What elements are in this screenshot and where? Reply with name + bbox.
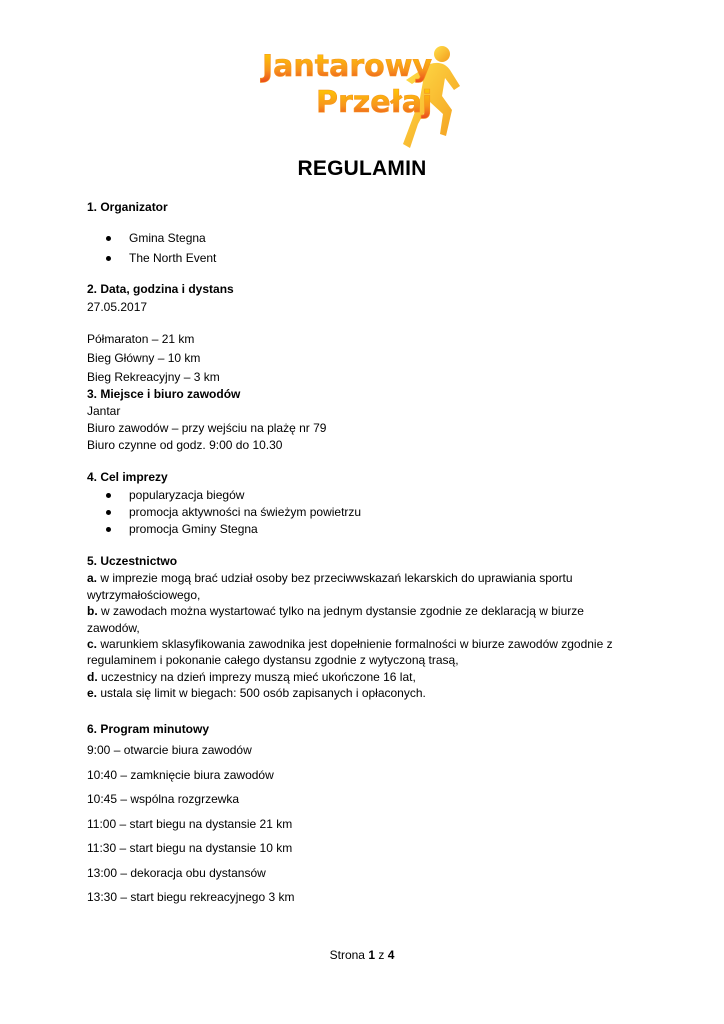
- section-heading-participation: 5. Uczestnictwo: [87, 554, 178, 568]
- schedule-item: 13:30 – start biegu rekreacyjnego 3 km: [87, 890, 295, 904]
- bullet-icon: [106, 527, 111, 532]
- page-number: 1: [368, 948, 376, 962]
- schedule-item: 10:40 – zamknięcie biura zawodów: [87, 768, 274, 782]
- rule-line: d. uczestnicy na dzień imprezy muszą mieć ukończone 16 lat,: [87, 670, 416, 684]
- distance-line: Półmaraton – 21 km: [87, 332, 195, 346]
- rule-line: zawodów,: [87, 621, 140, 635]
- location-line: Jantar: [87, 404, 121, 418]
- section-heading-location: 3. Miejsce i biuro zawodów: [87, 387, 241, 401]
- rule-line: a. w imprezie mogą brać udział osoby bez przeciwwskazań lekarskich do uprawiania sportu: [87, 571, 573, 585]
- schedule-item: 13:00 – dekoracja obu dystansów: [87, 866, 266, 880]
- section-heading-date: 2. Data, godzina i dystans: [87, 282, 234, 296]
- schedule-item: 9:00 – otwarcie biura zawodów: [87, 743, 252, 757]
- event-logo: [260, 40, 470, 152]
- document-title: REGULAMIN: [297, 157, 427, 180]
- distance-line: Bieg Główny – 10 km: [87, 351, 201, 365]
- schedule-item: 11:30 – start biegu na dystansie 10 km: [87, 841, 293, 855]
- location-line: Biuro zawodów – przy wejściu na plażę nr 79: [87, 421, 327, 435]
- document-page: Jantarowy Przełaj REGULAMIN 1. Organizator Gmina Stegna The North Event 2. Data, godzina i dystans 27.05.2017 Półmaraton – 21 km Bieg Główny – 10 km Bieg Rekreacyjny – 3 km 3. Miejsce i biuro zawodów Jantar Biuro zawodów – przy wejściu na plażę nr 79 Biuro czynne od godz. 9:00 do 10.30 4. Cel imprezy popularyzacja biegów promocja aktywności na świeżym powietrzu promocja Gminy Stegna 5. Uczestnictwo a. w imprezie mogą brać udział osoby bez przeciwwskazań lekarskich do uprawiania sportu wytrzymałościowego, b. w zawodach można wystartować tylko na jednym dystansie zgodnie ze deklaracją w biurze zawodów, c. warunkiem sklasyfikowania zawodnika jest dopełnienie formalności w biurze zawodów zgodnie z regulaminem i pokonanie całego dystansu zgodnie z wytyczoną trasą, d. uczestnicy na dzień imprezy muszą mieć ukończone 16 lat, e. ustala się limit w biegach: 500 osób zapisanych i opłaconych. 6. Program minutowy 9:00 – otwarcie biura zawodów 10:40 – zamknięcie biura zawodów 10:45 – wspólna rozgrzewka 11:00 – start biegu na dystansie 21 km 11:30 – start biegu na dystansie 10 km 13:00 – dekoracja obu dystansów 13:30 – start biegu rekreacyjnego 3 km Strona 1 z 4: [0, 0, 724, 1024]
- schedule-item: 10:45 – wspólna rozgrzewka: [87, 792, 240, 806]
- section-heading-schedule: 6. Program minutowy: [87, 722, 210, 736]
- bullet-icon: [106, 493, 111, 498]
- bullet-icon: [106, 510, 111, 515]
- bullet-icon: [106, 256, 111, 261]
- event-date: 27.05.2017: [87, 300, 148, 314]
- bullet-icon: [106, 236, 111, 241]
- section-heading-organizer: 1. Organizator: [87, 200, 168, 214]
- rule-line: regulaminem i pokonanie całego dystansu zgodnie z wytyczoną trasą,: [87, 653, 459, 667]
- rule-line: b. w zawodach można wystartować tylko na jednym dystansie zgodnie ze deklaracją w biurze: [87, 604, 584, 618]
- location-line: Biuro czynne od godz. 9:00 do 10.30: [87, 438, 283, 452]
- page-footer: Strona 1 z 4: [329, 948, 395, 962]
- rule-line: e. ustala się limit w biegach: 500 osób zapisanych i opłaconych.: [87, 686, 426, 700]
- distance-line: Bieg Rekreacyjny – 3 km: [87, 370, 220, 384]
- rule-line: wytrzymałościowego,: [87, 588, 201, 602]
- svg-text:Jantarowy: Jantarowy: [262, 49, 433, 84]
- section-heading-goal: 4. Cel imprezy: [87, 470, 168, 484]
- rule-line: c. warunkiem sklasyfikowania zawodnika jest dopełnienie formalności w biurze zawodów zgodnie z: [87, 637, 613, 651]
- svg-text:Przełaj: Przełaj: [316, 85, 433, 120]
- page-total: 4: [387, 948, 395, 962]
- schedule-item: 11:00 – start biegu na dystansie 21 km: [87, 817, 293, 831]
